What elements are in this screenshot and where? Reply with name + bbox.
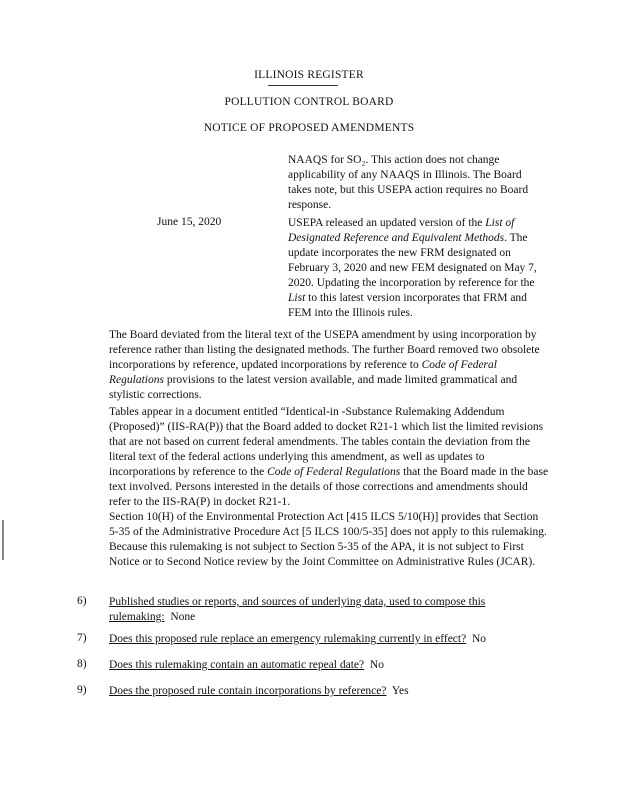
item-6-question: Published studies or reports, and sources of underlying data, used to compose this rulemaking: (109, 596, 486, 623)
entry-text (288, 216, 540, 321)
item-9-answer: Yes (391, 685, 409, 697)
p1-text-a: The Board deviated from the literal text of the USEPA amendment by using incorporation by reference rather than listing the designated methods. The further Board removed two obsolete incorporations by reference, updated incorporations by reference to (109, 329, 540, 371)
board-name: POLLUTION CONTROL BOARD (224, 96, 394, 108)
entry-text-e: to this latest version incorporates that FRM and FEM into the Illinois rules. (288, 292, 527, 319)
item-6 (109, 595, 539, 625)
entry-text-list: List (288, 292, 306, 304)
entry-text-c: . The update incorporates the new FRM designated on February 3, 2020 and new FEM designated on May 7, 2020. Updating the incorporation by reference for the (288, 232, 537, 289)
register-title: ILLINOIS REGISTER (254, 69, 364, 81)
header-divider (268, 85, 338, 86)
item-8-question: Does this rulemaking contain an automatic repeal date? (109, 659, 365, 671)
p2-cfr: Code of Federal Regulations (267, 466, 401, 478)
p2-text-c: that the Board made in the base text involved. Persons interested in the details of those corrections and amendments should refer to the IIS-RA(P) in docket R21-1. (109, 466, 549, 508)
entry-text-list-title: List of Designated Reference and Equivalent Methods (288, 217, 515, 244)
item-number-9: 9) (77, 684, 87, 696)
paragraph-deviation (109, 328, 549, 403)
item-6-answer: None (170, 611, 196, 623)
p1-text-c: provisions to the latest version available, and made limited grammatical and stylistic corrections. (109, 374, 518, 401)
item-7-question: Does this proposed rule replace an emergency rulemaking currently in effect? (109, 633, 467, 645)
item-number-6: 6) (77, 595, 87, 607)
item-number-7: 7) (77, 632, 87, 644)
item-7-answer: No (471, 633, 487, 645)
scan-edge-mark (2, 520, 4, 560)
notice-title: NOTICE OF PROPOSED AMENDMENTS (203, 122, 415, 134)
item-number-8: 8) (77, 658, 87, 670)
paragraph-section-10h: Section 10(H) of the Environmental Protection Act [415 ILCS 5/10(H)] provides that Section 5-35 of the Administrative Procedure Act [5 ILCS 100/5-35] does not apply to this rulemaking. Because this rulemaking is not subject to Section 5-35 of the APA, it is not subject to First Notice or to Second Notice review by the Joint Committee on Administrative Rules (JCAR). (109, 511, 547, 568)
entry-date: June 15, 2020 (157, 216, 222, 228)
item-9-question: Does the proposed rule contain incorporations by reference? (109, 685, 387, 697)
item-8 (109, 658, 539, 673)
item-8-answer: No (369, 659, 384, 671)
paragraph-tables (109, 405, 549, 510)
entry-text-a: USEPA released an updated version of the (288, 217, 486, 229)
item-9 (109, 684, 539, 699)
entry-text-continued: NAAQS for SO₂. This action does not change applicability of any NAAQS in Illinois. The Board takes note, but this USEPA action requires no Board response. (288, 154, 529, 211)
p1-cfr: Code of Federal Regulations (109, 359, 497, 386)
p2-text-a: Tables appear in a document entitled “Identical-in -Substance Rulemaking Addendum (Proposed)” (IIS-RA(P)) that the Board added to docket R21-1 which list the limited revisions that are not based on current federal amendments. The tables contain the deviation from the literal text of the federal actions underlying this amendment, as well as updates to incorporations by reference to the (109, 406, 544, 478)
item-7 (109, 632, 539, 647)
